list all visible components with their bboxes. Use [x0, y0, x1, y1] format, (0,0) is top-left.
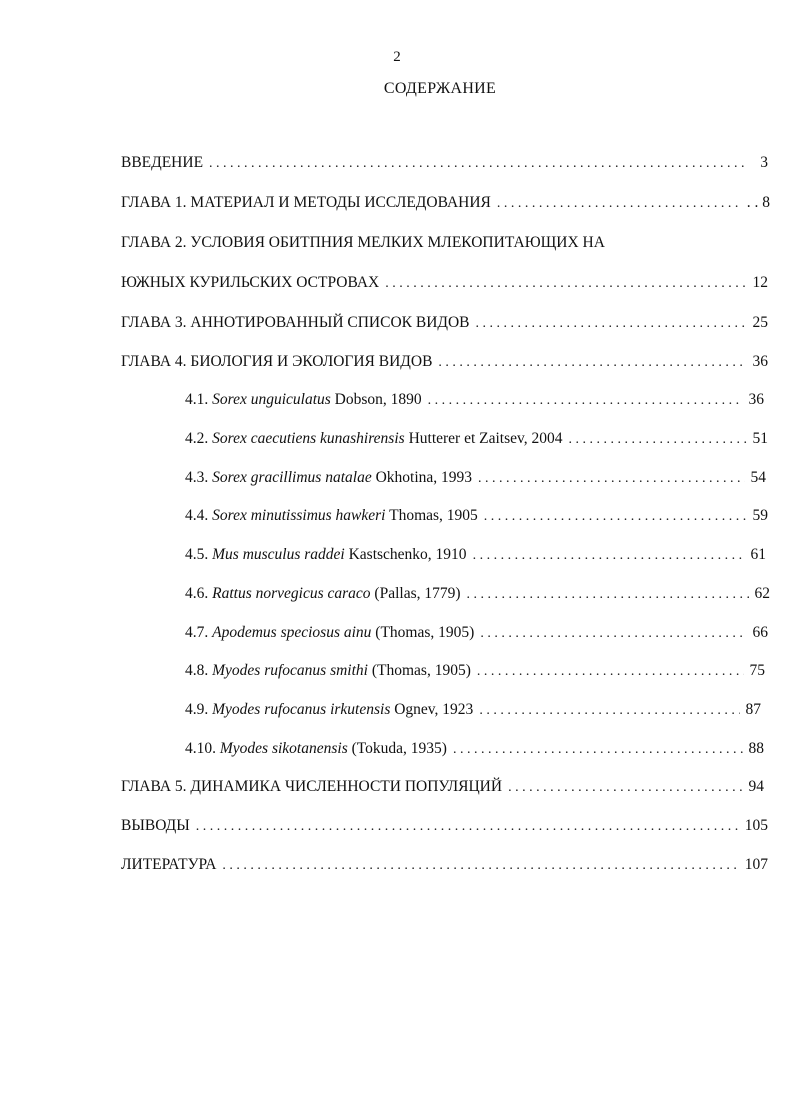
toc-subentry-label: 4.10. Myodes sikotanensis (Tokuda, 1935): [185, 740, 447, 757]
toc-subentry-4-6[interactable]: [185, 585, 770, 607]
toc-entry-label: ГЛАВА 3. АННОТИРОВАННЫЙ СПИСОК ВИДОВ: [121, 314, 470, 331]
leader-dots: [467, 587, 749, 603]
toc-entry-label: ГЛАВА 4. БИОЛОГИЯ И ЭКОЛОГИЯ ВИДОВ: [121, 353, 433, 370]
toc-subentry-page: 87: [745, 701, 761, 718]
toc-entry-literature[interactable]: [121, 856, 768, 878]
toc-entry-conclusions[interactable]: [121, 817, 768, 839]
toc-entry-chapter-4[interactable]: [121, 353, 768, 375]
leader-dots: [484, 509, 747, 525]
toc-entry-chapter-2-first-line[interactable]: ГЛАВА 2. УСЛОВИЯ ОБИТПНИЯ МЕЛКИХ МЛЕКОПИТАЮЩИХ НА: [121, 234, 605, 251]
toc-subentry-4-4[interactable]: [185, 507, 768, 529]
leader-dots: [438, 355, 746, 371]
leader-dots: [478, 471, 744, 487]
leader-dots: [196, 819, 739, 835]
toc-subentry-page: 75: [749, 662, 765, 679]
toc-entry-page: 94: [748, 778, 764, 795]
toc-subentry-4-2[interactable]: [185, 430, 768, 452]
leader-dots: [477, 664, 744, 680]
toc-subentry-4-7[interactable]: [185, 624, 768, 646]
toc-subentry-label: 4.2. Sorex caecutiens kunashirensis Hutterer et Zaitsev, 2004: [185, 430, 563, 447]
leader-dots: [473, 548, 745, 564]
leader-dots: [479, 703, 739, 719]
toc-subentry-label: 4.7. Apodemus speciosus ainu (Thomas, 1905): [185, 624, 475, 641]
leader-dots: [428, 393, 743, 409]
toc-entry-page: 3: [760, 154, 768, 171]
toc-subentry-page: 51: [752, 430, 768, 447]
toc-subentry-label: 4.6. Rattus norvegicus caraco (Pallas, 1779): [185, 585, 461, 602]
leader-dots: [476, 316, 747, 332]
toc-subentry-4-8[interactable]: [185, 662, 765, 684]
toc-subentry-4-10[interactable]: [185, 740, 764, 762]
toc-entry-page: . . 8: [746, 194, 770, 211]
toc-entry-label: ЛИТЕРАТУРА: [121, 856, 217, 873]
toc-entry-label: ВВЕДЕНИЕ: [121, 154, 204, 171]
toc-entry-label: ГЛАВА 1. МАТЕРИАЛ И МЕТОДЫ ИССЛЕДОВАНИЯ: [121, 194, 491, 211]
leader-dots: [497, 196, 741, 212]
toc-subentry-page: 88: [748, 740, 764, 757]
toc-subentry-label: 4.8. Myodes rufocanus smithi (Thomas, 1905): [185, 662, 471, 679]
page-title: СОДЕРЖАНИЕ: [383, 80, 497, 97]
leader-dots: [569, 432, 747, 448]
leader-dots: [209, 156, 748, 172]
leader-dots: [222, 858, 738, 874]
toc-subentry-page: 54: [750, 469, 766, 486]
toc-entry-chapter-5[interactable]: [121, 778, 764, 800]
toc-entry-chapter-2[interactable]: [121, 274, 768, 296]
toc-entry-page: 12: [752, 274, 768, 291]
toc-subentry-4-3[interactable]: [185, 469, 766, 491]
toc-subentry-label: 4.3. Sorex gracillimus natalae Okhotina, 1993: [185, 469, 473, 486]
toc-subentry-page: 59: [752, 507, 768, 524]
toc-entry-label: ГЛАВА 5. ДИНАМИКА ЧИСЛЕННОСТИ ПОПУЛЯЦИЙ: [121, 778, 503, 795]
page-number: 2: [393, 49, 401, 65]
toc-subentry-page: 62: [754, 585, 770, 602]
toc-entry-page: 107: [744, 856, 768, 873]
toc-subentry-4-1[interactable]: [185, 391, 764, 413]
toc-entry-label: ВЫВОДЫ: [121, 817, 190, 834]
toc-entry-page: 36: [752, 353, 768, 370]
toc-subentry-4-9[interactable]: [185, 701, 761, 723]
toc-entry-page: 25: [752, 314, 768, 331]
toc-subentry-page: 66: [752, 624, 768, 641]
leader-dots: [480, 626, 746, 642]
toc-entry-page: 105: [744, 817, 768, 834]
toc-subentry-page: 61: [750, 546, 766, 563]
leader-dots: [385, 276, 746, 292]
toc-subentry-4-5[interactable]: [185, 546, 766, 568]
toc-subentry-page: 36: [748, 391, 764, 408]
toc-entry-label: ЮЖНЫХ КУРИЛЬСКИХ ОСТРОВАХ: [121, 274, 380, 291]
leader-dots: [508, 780, 742, 796]
leader-dots: [453, 742, 743, 758]
toc-entry-chapter-3[interactable]: [121, 314, 768, 336]
toc-subentry-label: 4.9. Myodes rufocanus irkutensis Ognev, 1923: [185, 701, 474, 718]
toc-subentry-label: 4.5. Mus musculus raddei Kastschenko, 1910: [185, 546, 467, 563]
toc-entry-introduction[interactable]: [121, 154, 768, 176]
toc-subentry-label: 4.4. Sorex minutissimus hawkeri Thomas, 1905: [185, 507, 478, 524]
toc-entry-chapter-1[interactable]: [121, 194, 770, 216]
toc-subentry-label: 4.1. Sorex unguiculatus Dobson, 1890: [185, 391, 422, 408]
